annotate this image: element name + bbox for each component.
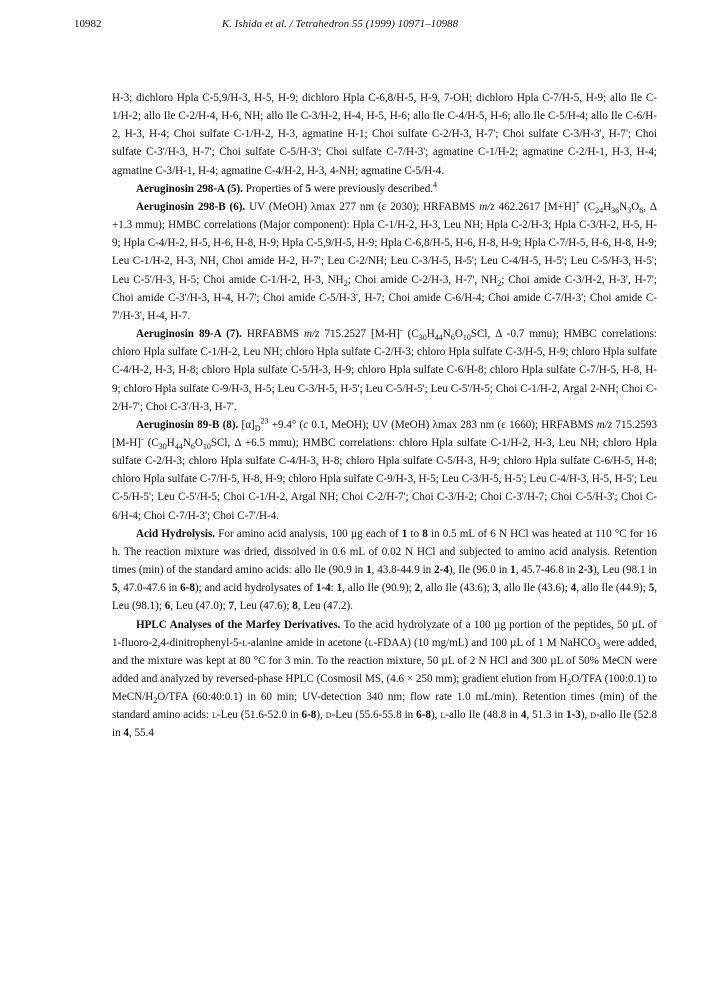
bold-run: 1-4 [315, 582, 331, 595]
bold-run: 7 [228, 600, 235, 613]
text-run: -alanine amide in acetone ( [247, 636, 369, 649]
text-run: ), [580, 709, 591, 722]
bold-run: 8 [422, 527, 428, 540]
subscript: 6 [190, 442, 195, 452]
superscript: 4 [433, 180, 438, 190]
text-run: d [325, 709, 332, 722]
bold-run: 2 [414, 582, 421, 595]
text-run: m/z [479, 200, 495, 213]
text-run: ), [316, 709, 326, 722]
text-run: in 0.5 mL of 6 N HCl was heated at 110 °C for 16 h. The reaction mixture was dried, dissolved in 0.6 mL of 0.02 N HCl and subjected to amino acid analysis. Retention times (min) of the standard amino acids: allo Ile (90.9 in [112, 527, 657, 577]
subscript: 2 [153, 696, 158, 706]
bold-run: 4 [520, 709, 527, 722]
superscript: - [400, 325, 403, 335]
text-run: -Leu (51.6-52.0 in [216, 709, 302, 722]
text-run: HRFABMS [241, 328, 305, 341]
text-run: O [194, 436, 203, 449]
text-run: O [631, 200, 640, 213]
bold-run: 6-8 [301, 709, 317, 722]
subscript: 2 [567, 678, 572, 688]
article-body [112, 89, 657, 743]
text-run: N [619, 200, 628, 213]
bold-run: 2-3 [578, 564, 593, 577]
subscript: 30 [158, 442, 167, 452]
text-run: l [212, 709, 217, 722]
text-run: were previously described. [311, 182, 434, 195]
text-run: O/TFA (60:40:0.1) in 60 min; UV-detection 340 nm; flow rate 1.0 mL/min). Retention times (min) of the standard amino acids: [112, 691, 657, 722]
subscript: 44 [434, 333, 443, 343]
text-run: ; Choi amide C-2/H-3, H-7', NH [347, 273, 498, 286]
subscript: 6 [639, 206, 644, 216]
text-run: were added, and the mixture was kept at 80 °C for 3 min. To the reaction mixture, 50 µL of 2 N HCl and 300 µL of 50% MeCN were added and analyzed by reversed-phase HPLC (Cosmosil MS, (4.6 × 250 mm); gradient elution from H [112, 636, 657, 685]
text-run: , allo Ile (90.9); [342, 582, 415, 595]
bold-run: 2-4 [434, 564, 449, 577]
text-run: SCl, Δ -0.7 mmu); HMBC correlations: chloro Hpla sulfate C-1/H-2, Leu NH; chloro Hpla sulfate C-2/H-3; chloro Hpla sulfate C-3/H-5, H-9; chloro Hpla sulfate C-4/H-2, H-3, H-8; chloro Hpla sulfate C-5/H-3, H-9; chloro Hpla sulfate C-6/H-8; chloro Hpla sulfate C-7/H-5, H-8, H-9; chloro Hpla sulfate C-9/H-3, H-5; Leu C-3/H-5, H-5'; Leu C-5/H-5'; Leu C-5'/H-5; Choi C-1/H-2, Argal 2-NH; Choi C-2/H-7'; Choi C-3'/H-3, H-7'. [112, 328, 658, 413]
subscript: 2 [497, 278, 502, 288]
bold-run: 8 [292, 600, 298, 613]
paragraph-p0 [112, 89, 657, 180]
bold-run: 6-8 [180, 582, 195, 595]
text-run: -allo Ile (48.8 in [445, 709, 521, 722]
subscript: D [254, 424, 261, 434]
subscript: 6 [450, 333, 455, 343]
bold-run: 4 [570, 582, 577, 595]
text-run: , Leu (47.0); [170, 600, 229, 613]
text-run: UV (MeOH) λmax 277 nm (ε 2030); HRFABMS [245, 200, 480, 213]
paragraph-p3 [112, 325, 657, 416]
text-run: -allo Ile (52.8 in [112, 709, 658, 740]
text-run: (C [402, 328, 419, 341]
text-run: H [603, 200, 612, 213]
text-run: (C [580, 200, 596, 213]
paragraph-p2 [112, 198, 657, 325]
bold-run: Aeruginosin 298-B (6). [136, 200, 246, 213]
text-run: [α] [238, 418, 255, 431]
text-run: 715.2527 [M-H] [319, 328, 401, 341]
text-run: O [454, 328, 463, 341]
text-run: For amino acid analysis, 100 µg each of [215, 527, 402, 540]
subscript: 10 [462, 333, 471, 343]
text-run: Properties of [242, 182, 306, 195]
text-run: l [368, 636, 374, 649]
subscript: 3 [596, 641, 601, 651]
superscript: - [140, 434, 144, 444]
text-run: m/z [596, 418, 613, 431]
text-run: , allo Ile (43.6); [420, 582, 493, 595]
subscript: 2 [343, 278, 348, 288]
text-run: N [182, 436, 191, 449]
paragraph-p5 [112, 525, 657, 616]
text-run: ; Choi amide C-3/H-2, H-3', H-7'; Choi amide C-3'/H-3, H-4, H-7'; Choi amide C-5/H-3', H-7; Choi amide C-6/H-4; Choi amide C-7/H-3'; Choi amide C-7'/H-3', H-4, H-7. [112, 273, 657, 322]
text-run: -Leu (55.6-55.8 in [331, 709, 417, 722]
bold-run: Aeruginosin 298-A (5). [136, 182, 243, 195]
text-run: , allo Ile (43.6); [498, 582, 571, 595]
text-run: -FDAA) (10 mg/mL) and 100 µL of 1 M NaHCO [373, 636, 597, 649]
text-run: +9.4° ( [268, 418, 304, 431]
text-run: l [440, 709, 446, 722]
bold-run: Aeruginosin 89-B (8). [136, 418, 239, 431]
bold-run: 5 [112, 582, 118, 595]
text-run: , Leu (47.2). [297, 600, 353, 613]
text-run: H-3; dichloro Hpla C-5,9/H-3, H-5, H-9; dichloro Hpla C-6,8/H-5, H-9, 7-OH; dichloro Hpla C-7/H-5, H-9; allo Ile C-1/H-2; allo Ile C-2/H-4, H-6, NH; allo Ile C-3/H-2, H-4, H-5, H-6; allo Ile C-4/H-5, H-6; allo Ile C-5/H-4; allo Ile C-6/H-2, H-3, H-4; Choi sulfate C-1/H-2, H-3, agmatine H-1; Choi sulfate C-2/H-3, H-7'; Choi sulfate C-3/H-3', H-7'; Choi sulfate C-3'/H-3, H-7'; Choi sulfate C-5/H-3'; Choi sulfate C-7/H-3'; agmatine C-1/H-2; agmatine C-2/H-1, H-3, H-4; agmatine C-3/H-1, H-4; agmatine C-4/H-2, H-3, 4-NH; agmatine C-5/H-4. [112, 92, 657, 177]
bold-run: HPLC Analyses of the Marfey Derivatives. [136, 618, 341, 631]
bold-run: 1 [336, 582, 343, 595]
running-title: K. Ishida et al. / Tetrahedron 55 (1999) 10971–10988 [221, 18, 459, 30]
text-run: H [166, 436, 175, 449]
text-run: (C [143, 436, 159, 449]
text-run: SCl, Δ +6.5 mmu); HMBC correlations: chloro Hpla sulfate C-1/H-2, H-3, Leu NH; chloro Hpla sulfate C-2/H-3; chloro Hpla sulfate C-4/H-3, H-8; chloro Hpla sulfate C-5/H-3, H-9; chloro Hpla sulfate C-6/H-5, H-8; chloro Hpla sulfate C-7/H-5, H-8, H-9; chloro Hpla sulfate C-9/H-3, H-5; Leu C-3/H-5, H-5'; Leu C-4/H-3, H-5, H-5'; Leu C-5/H-5'; Leu C-5'/H-5; Choi C-1/H-2, Argal NH; Choi C-2/H-7'; Choi C-3/H-2; Choi C-3'/H-7; Choi C-5/H-3'; Choi C-6/H-4; Choi C-7/H-3'; Choi C-7'/H-4. [112, 436, 658, 522]
text-run: d [590, 709, 597, 722]
bold-run: 5 [648, 582, 655, 595]
bold-run: 1 [401, 527, 408, 540]
text-run: H [426, 328, 435, 341]
text-run: , 45.7-46.8 in [515, 564, 579, 577]
bold-run: 6-8 [416, 709, 431, 722]
bold-run: 1 [510, 564, 516, 577]
text-run: 715.2593 [M-H] [112, 418, 658, 449]
subscript: 36 [611, 206, 620, 216]
text-run: To the acid hydrolyzate of a 100 µg portion of the peptides, 50 µL of 1-fluoro-2,4-dinitrophenyl-5- [112, 618, 658, 649]
text-run: O/TFA (100:0.1) to MeCN/H [112, 673, 657, 704]
text-run: , 51.3 in [526, 709, 567, 722]
bold-run: Aeruginosin 89-A (7). [136, 328, 242, 341]
superscript: 23 [260, 416, 269, 426]
text-run: ), Leu (98.1 in [592, 564, 657, 577]
text-run: ), Ile (96.0 in [448, 564, 511, 577]
text-run: : [330, 582, 337, 595]
text-run: , Δ +1.3 mmu); HMBC correlations (Major component): Hpla C-1/H-2, H-3, Leu NH; Hpla C-2/H-3; Hpla C-3/H-2, H-5, H-9; Hpla C-4/H-2, H-5, H-6, H-8, H-9; Hpla C-5,9/H-5, H-9; Hpla C-6,8/H-5, H-6, H-8, H-9; Hpla C-7/H-5, H-6, H-8, H-9; Leu C-1/H-2, H-3, NH, Choi amide H-2, H-7'; Leu C-2/NH; Leu C-3/H-5, H-5'; Leu C-4/H-5, H-5'; Leu C-5/H-3, H-5'; Leu C-5'/H-3, H-5; Choi amide C-1/H-2, H-3, NH [112, 200, 658, 286]
bold-run: 3 [492, 582, 499, 595]
text-run: 0.1, MeOH); UV (MeOH) λmax 283 nm (ε 1660); HRFABMS [308, 418, 597, 431]
text-run: m/z [304, 328, 320, 341]
paragraph-p1 [112, 180, 657, 198]
text-run: ); and acid hydrolysates of [194, 582, 316, 595]
subscript: 10 [202, 442, 211, 452]
subscript: 3 [627, 206, 632, 216]
paragraph-p6 [112, 616, 657, 743]
bold-run: Acid Hydrolysis. [136, 527, 216, 540]
text-run: l [242, 636, 248, 649]
text-run: c [303, 418, 309, 431]
bold-run: 1-3 [566, 709, 581, 722]
text-run: 462.2617 [M+H] [494, 200, 576, 213]
text-run: , 47.0-47.6 in [117, 582, 181, 595]
superscript: + [575, 198, 581, 208]
subscript: 44 [174, 442, 183, 452]
text-run: to [407, 527, 423, 540]
bold-run: 5 [305, 182, 312, 195]
text-run: , Leu (98.1); [112, 582, 658, 613]
text-run: , Leu (47.6); [234, 600, 293, 613]
bold-run: 4 [123, 727, 129, 740]
text-run: , allo Ile (44.9); [576, 582, 649, 595]
subscript: 24 [595, 206, 604, 216]
bold-run: 1 [366, 564, 372, 577]
bold-run: 6 [164, 600, 171, 613]
running-header [74, 16, 606, 32]
text-run: ), [430, 709, 441, 722]
text-run: , 43.8-44.9 in [371, 564, 435, 577]
text-run: N [442, 328, 451, 341]
paragraph-p4 [112, 416, 657, 525]
page-number: 10982 [74, 18, 102, 30]
text-run: , 55.4 [128, 727, 154, 740]
subscript: 30 [418, 333, 427, 343]
